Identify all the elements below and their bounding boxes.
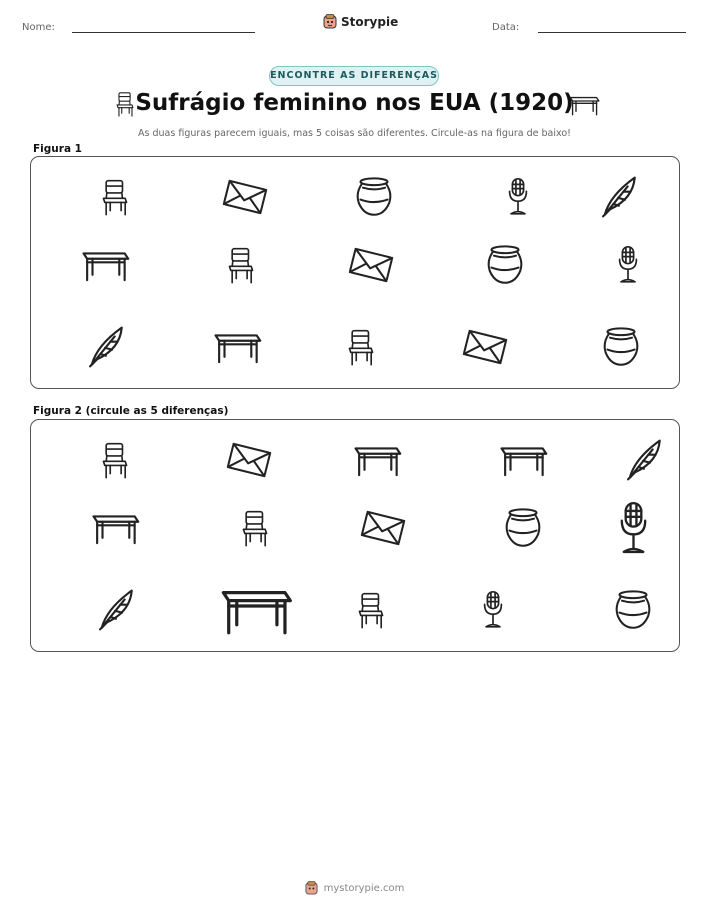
storypie-mascot-icon bbox=[305, 881, 318, 895]
quill-icon[interactable] bbox=[621, 436, 665, 484]
quill-icon bbox=[596, 173, 640, 221]
instructions: As duas figuras parecem iguais, mas 5 coisas são diferentes. Circule-as na figura de baixo! bbox=[138, 128, 571, 139]
footer-url[interactable]: mystorypie.com bbox=[323, 882, 405, 894]
page-title: Sufrágio feminino nos EUA (1920) bbox=[135, 90, 574, 116]
chair-icon[interactable] bbox=[238, 504, 272, 552]
figure2-panel[interactable] bbox=[30, 419, 680, 652]
pot-icon bbox=[483, 243, 527, 287]
quill-icon bbox=[83, 323, 127, 371]
table-icon bbox=[568, 94, 600, 116]
microphone-icon bbox=[614, 241, 642, 289]
microphone-icon[interactable] bbox=[614, 495, 653, 562]
table-icon[interactable] bbox=[90, 510, 140, 546]
brand-logo bbox=[323, 14, 398, 29]
name-label: Nome: bbox=[22, 22, 55, 33]
pot-icon[interactable] bbox=[611, 588, 655, 632]
figure2-label: Figura 2 (circule as 5 diferenças) bbox=[33, 405, 229, 417]
table-icon[interactable] bbox=[352, 442, 402, 478]
chair-icon[interactable] bbox=[98, 436, 132, 484]
microphone-icon[interactable] bbox=[479, 586, 507, 634]
envelope-icon bbox=[461, 327, 509, 367]
figure1-label: Figura 1 bbox=[33, 143, 82, 155]
envelope-icon bbox=[221, 177, 269, 217]
table-icon[interactable] bbox=[498, 442, 548, 478]
table-icon bbox=[212, 329, 262, 365]
chair-icon bbox=[344, 323, 378, 371]
chair-icon bbox=[98, 173, 132, 221]
figure1-panel bbox=[30, 156, 680, 389]
date-field[interactable] bbox=[538, 32, 686, 33]
pot-icon bbox=[599, 325, 643, 369]
chair-icon[interactable] bbox=[354, 586, 388, 634]
envelope-icon[interactable] bbox=[359, 508, 407, 548]
pot-icon[interactable] bbox=[501, 506, 545, 550]
name-field[interactable] bbox=[72, 32, 255, 33]
brand-name: Storypie bbox=[341, 14, 399, 29]
activity-badge: ENCONTRE AS DIFERENÇAS bbox=[269, 66, 439, 86]
table-icon[interactable] bbox=[218, 583, 293, 637]
microphone-icon bbox=[504, 173, 532, 221]
envelope-icon bbox=[347, 245, 395, 285]
pot-icon bbox=[352, 175, 396, 219]
storypie-mascot-icon bbox=[323, 14, 337, 29]
quill-icon[interactable] bbox=[93, 586, 137, 634]
footer bbox=[0, 881, 709, 895]
envelope-icon[interactable] bbox=[225, 440, 273, 480]
table-icon bbox=[80, 247, 130, 283]
date-label: Data: bbox=[492, 22, 520, 33]
chair-icon bbox=[224, 241, 258, 289]
